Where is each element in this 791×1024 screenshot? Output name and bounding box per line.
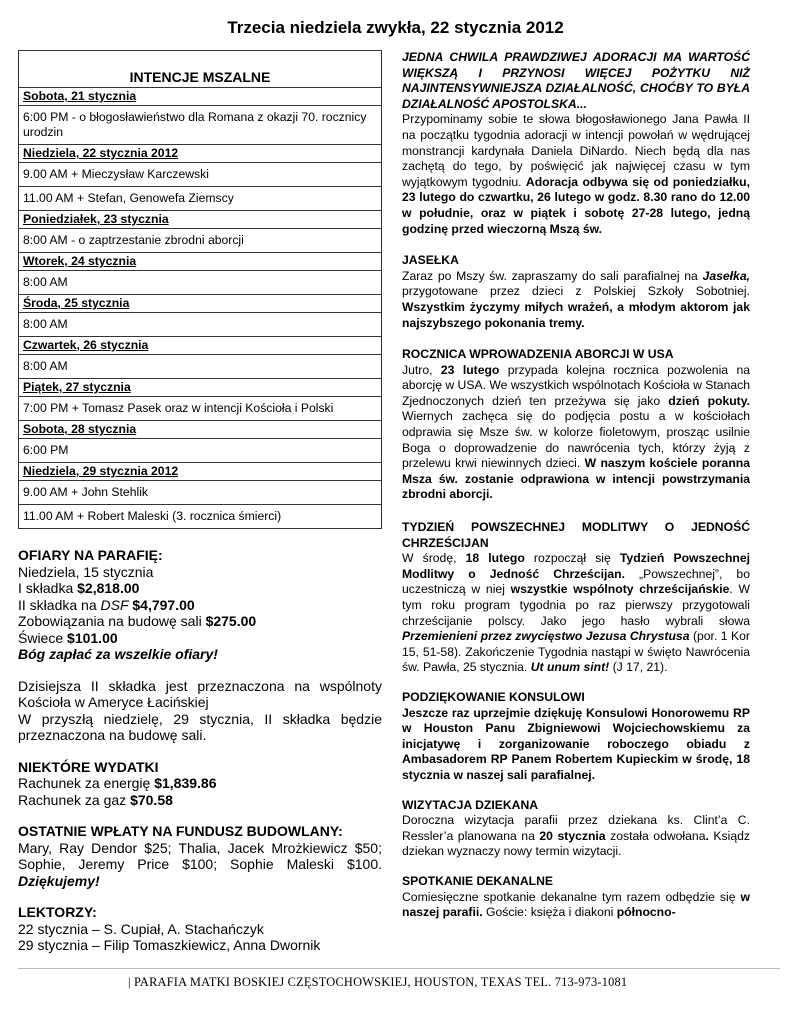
- intention-day: Piątek, 27 stycznia: [19, 378, 381, 396]
- intention-day: Środa, 25 stycznia: [19, 294, 381, 312]
- expenses-gas: Rachunek za gaz $70.58: [18, 791, 173, 808]
- expenses-section: [18, 759, 382, 809]
- right-column: [402, 50, 750, 921]
- intention-mass: 8:00 AM: [19, 354, 381, 378]
- left-column: [18, 50, 382, 954]
- offerings-pledge: Zobowiązania na budowę sali $275.00: [18, 613, 257, 629]
- unity-heading: TYDZIEŃ POWSZECHNEJ MODLITWY O JEDNOŚĆ CHRZEŚCIJAN: [402, 520, 750, 550]
- building-fund-text: Mary, Ray Dendor $25; Thalia, Jacek Mrożkiewicz $50; Sophie, Jeremy Price $100; Sophie Maleski $100.: [18, 839, 382, 872]
- intention-day: Czwartek, 26 stycznia: [19, 336, 381, 354]
- adoration-heading: JEDNA CHWILA PRAWDZIWEJ ADORACJI MA WARTOŚĆ WIĘKSZĄ I PRZYNOSI WIĘCEJ POŻYTKU NIŻ NAJINTENSYWNIEJSZA DZIAŁALNOŚĆ, CHOĆBY TO BYŁA DZIAŁALNOŚĆ APOSTOLSKA...: [402, 50, 750, 111]
- visit-heading: WIZYTACJA DZIEKANA: [402, 797, 539, 812]
- offerings-candles: Świece $101.00: [18, 629, 118, 646]
- consul-text: Jeszcze raz uprzejmie dziękuję Konsulowi Honorowemu RP w Houston Panu Zbigniewowi Wojciechowskiemu za inicjatywę i zorganizowanie roboczego obiadu z Ambasadorem RP Panem Robertem Kupieckim w środę, 18 stycznia w naszej sali parafialnej.: [402, 705, 750, 782]
- intention-day: Wtorek, 24 stycznia: [19, 252, 381, 270]
- intention-mass: 8:00 AM: [19, 312, 381, 336]
- abortion-heading: ROCZNICA WPROWADZENIA ABORCJI W USA: [402, 347, 674, 362]
- intention-mass: 9.00 AM + John Stehlik: [19, 480, 381, 504]
- building-fund-heading: OSTATNIE WPŁATY NA FUNDUSZ BUDOWLANY:: [18, 823, 343, 839]
- offerings-thanks: Bóg zapłać za wszelkie ofiary!: [18, 646, 218, 662]
- intentions-box: [18, 50, 382, 529]
- lectors-line2: 29 stycznia – Filip Tomaszkiewicz, Anna Dwornik: [18, 937, 321, 953]
- offerings-section: [18, 547, 382, 744]
- page-title: Trzecia niedziela zwykła, 22 stycznia 2012: [227, 18, 564, 37]
- intention-day: Niedziela, 22 stycznia 2012: [19, 144, 381, 162]
- intention-day: Poniedziałek, 23 stycznia: [19, 210, 381, 228]
- deanery-section: SPOTKANIE DEKANALNE Comiesięczne spotkanie dekanalne tym razem odbędzie się w naszej parafii. Goście: księża i diakoni północno-: [402, 873, 750, 920]
- adoration-bold: Adoracja odbywa się od poniedziałku, 23 lutego do czwartku, 26 lutego w godz. 8.30 rano do 12.00 w południe, oraz w piątek i sobotę 27-28 lutego, jedną godzinę przed wieczorną Mszą św.: [402, 174, 750, 236]
- offerings-note1: Dzisiejsza II składka jest przeznaczona na wspólnoty Kościoła w Ameryce Łacińskiej: [18, 677, 382, 710]
- jaselka-section: JASEŁKA Zaraz po Mszy św. zapraszamy do sali parafialnej na Jasełka, przygotowane przez dzieci z Polskiej Szkoły Sobotniej. Wszystkim życzymy miłych wrażeń, a młodym aktorom jak najszybszego pokonania tremy.: [402, 253, 750, 330]
- intention-mass: 8:00 AM: [19, 270, 381, 294]
- building-fund-thanks: Dziękujemy!: [18, 872, 100, 889]
- consul-heading: PODZIĘKOWANIE KONSULOWI: [402, 689, 585, 704]
- intentions-list: [19, 87, 381, 528]
- footer: | PARAFIA MATKI BOSKIEJ CZĘSTOCHOWSKIEJ, HOUSTON, TEXAS TEL. 713-973-1081: [18, 968, 780, 990]
- intention-mass: 9.00 AM + Mieczysław Karczewski: [19, 162, 381, 186]
- lectors-section: [18, 904, 382, 954]
- offerings-second: II składka na DSF $4,797.00: [18, 596, 195, 613]
- intention-day: Sobota, 21 stycznia: [19, 87, 381, 105]
- intention-mass: 8:00 AM - o zaptrzestanie zbrodni aborcji: [19, 228, 381, 252]
- consul-section: [402, 690, 750, 784]
- offerings-heading: OFIARY NA PARAFIĘ:: [18, 547, 163, 563]
- unity-section: TYDZIEŃ POWSZECHNEJ MODLITWY O JEDNOŚĆ CHRZEŚCIJAN W środę, 18 lutego rozpoczął się Tydzień Powszechnej Modlitwy o Jedność Chrześcijan. „Powszechnej”, bo uczestniczą w niej wszystkie wspólnoty chrześcijańskie. W tym roku program tygodnia po raz pierwszy przygotowali chrześcijanie polscy. Jako jego hasło wybrali słowa Przemienieni przez zwycięstwo Jezusa Chrystusa (por. 1 Kor 15, 51-58). Zakończenie Tygodnia nastąpi w święto Nawrócenia św. Pawła, 25 stycznia. Ut unum sint! (J 17, 21).: [402, 520, 750, 675]
- intention-day: Niedziela, 29 stycznia 2012: [19, 462, 381, 480]
- lectors-heading: LEKTORZY:: [18, 904, 97, 920]
- intention-day: Sobota, 28 stycznia: [19, 420, 381, 438]
- offerings-note2: W przyszłą niedzielę, 29 stycznia, II składka będzie przeznaczona na budowę sali.: [18, 710, 382, 743]
- deanery-heading: SPOTKANIE DEKANALNE: [402, 873, 553, 888]
- expenses-energy: Rachunek za energię $1,839.86: [18, 775, 217, 791]
- jaselka-heading: JASEŁKA: [402, 253, 459, 268]
- lectors-line1: 22 stycznia – S. Cupiał, A. Stachańczyk: [18, 920, 264, 937]
- expenses-heading: NIEKTÓRE WYDATKI: [18, 758, 159, 775]
- intention-mass: 7:00 PM + Tomasz Pasek oraz w intencji Kościoła i Polski: [19, 396, 381, 420]
- jaselka-bold: Wszystkim życzymy miłych wrażeń, a młodym aktorom jak najszybszego pokonania tremy.: [402, 299, 750, 330]
- building-fund-section: [18, 823, 382, 889]
- intention-mass: 6:00 PM: [19, 438, 381, 462]
- adoration-text: Przypominamy sobie te słowa błogosławionego Jana Pawła II na początku tygodnia adoracji w intencji powołań w wędrującej monstrancji kardynała Daniela DiNardo. Niech będą dla nas zachętą do tego, by poświęcić jak najwięcej czasu w tym wyjątkowym tygodniu.: [402, 112, 750, 189]
- offerings-first: I składka $2,818.00: [18, 580, 140, 596]
- abortion-section: ROCZNICA WPROWADZENIA ABORCJI W USA Jutro, 23 lutego przypada kolejna rocznica pozwolenia na aborcję w USA. We wszystkich wspólnotach Kościoła w Stanach Zjednoczonych dzień ten przeżywa się jako dzień pokuty. Wiernych zachęca się do podjęcia postu a w kościołach odprawia się Msze św. w kolorze fioletowym, prosząc usilnie Boga o doprowadzenie do nawrócenia tych, którzy żyją z przelewu krwi niewinnych dzieci. W naszym kościele poranna Msza św. zostanie odprawiona w intencji powstrzymania zbrodni aborcji.: [402, 347, 751, 502]
- intention-mass: 11.00 AM + Stefan, Genowefa Ziemscy: [19, 186, 381, 210]
- visit-section: WIZYTACJA DZIEKANA Doroczna wizytacja parafii przez dziekana ks. Clint’a C. Ressler’a planowana na 20 stycznia została odwołana. Ksiądz dziekan wyznaczy nowy termin wizytacji.: [402, 797, 750, 859]
- intention-mass: 6:00 PM - o błogosławieństwo dla Romana z okazji 70. rocznicy urodzin: [19, 105, 381, 144]
- intention-mass: 11.00 AM + Robert Maleski (3. rocznica śmierci): [19, 504, 381, 528]
- adoration-section: [402, 50, 750, 237]
- intentions-heading: INTENCJE MSZALNE: [129, 69, 271, 85]
- offerings-date: Niedziela, 15 stycznia: [18, 563, 154, 580]
